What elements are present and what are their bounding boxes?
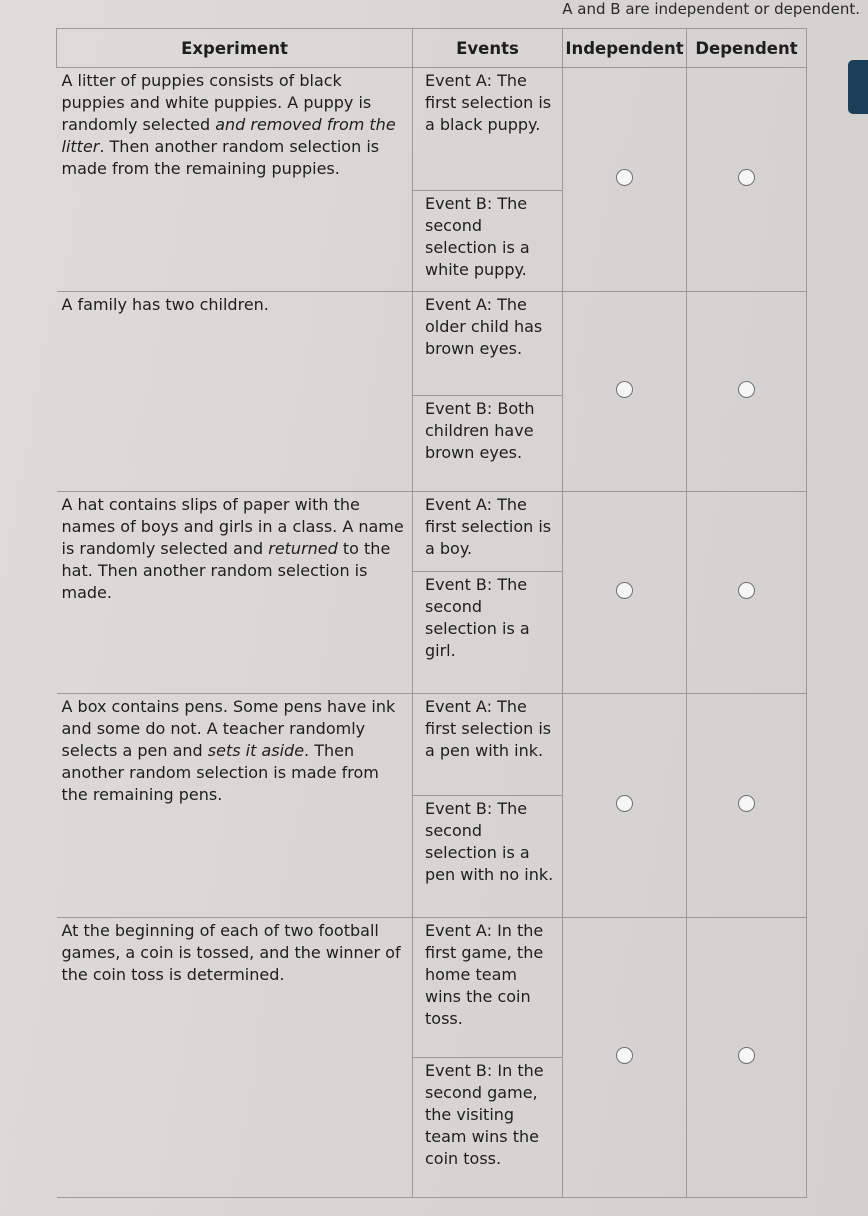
experiment-text: At the beginning of each of two football games, a coin is tossed, and the winner of the coin toss is determined.	[61, 921, 401, 984]
experiment-emphasis: from the litter	[61, 115, 396, 156]
independent-choice-cell[interactable]	[563, 292, 687, 492]
header-row	[57, 29, 807, 68]
dependent-choice-cell[interactable]	[687, 492, 807, 694]
experiment-cell	[57, 694, 413, 918]
table-row	[57, 68, 807, 191]
event-b-cell: Event B: The second selection is a girl.	[413, 572, 563, 694]
independent-radio[interactable]	[616, 381, 633, 398]
event-b-cell: Event B: Both children have brown eyes.	[413, 396, 563, 492]
experiment-emphasis: returned	[268, 539, 338, 558]
independent-radio[interactable]	[616, 795, 633, 812]
dependent-choice-cell[interactable]	[687, 292, 807, 492]
experiment-emphasis: and removed	[215, 115, 322, 134]
experiment-text: A box contains pens. Some pens have ink and some do not. A teacher randomly selects a pen and	[61, 697, 396, 760]
header-dependent: Dependent	[687, 29, 807, 68]
experiment-text: to the hat. Then another random selection is made.	[61, 539, 391, 602]
dependent-radio[interactable]	[738, 795, 755, 812]
header-events: Events	[413, 29, 563, 68]
table-row	[57, 694, 807, 796]
instruction-fragment: A and B are independent or dependent.	[562, 0, 860, 18]
event-a-cell: Event A: The first selection is a pen with ink.	[413, 694, 563, 796]
independent-radio[interactable]	[616, 582, 633, 599]
independent-choice-cell[interactable]	[563, 492, 687, 694]
experiment-cell	[57, 918, 413, 1198]
dependent-choice-cell[interactable]	[687, 68, 807, 292]
dependent-radio[interactable]	[738, 381, 755, 398]
independent-choice-cell[interactable]	[563, 918, 687, 1198]
experiment-text: A hat contains slips of paper with the names of boys and girls in a class. A name is randomly selected and	[61, 495, 404, 558]
event-a-cell: Event A: The older child has brown eyes.	[413, 292, 563, 396]
independent-radio[interactable]	[616, 1047, 633, 1064]
dependent-radio[interactable]	[738, 169, 755, 186]
event-a-cell: Event A: The first selection is a black puppy.	[413, 68, 563, 191]
classification-table	[56, 28, 807, 1198]
experiment-text: A litter of puppies consists of black puppies and white puppies. A puppy is randomly selected	[61, 71, 372, 134]
experiment-cell	[57, 292, 413, 492]
event-b-cell: Event B: The second selection is a pen with no ink.	[413, 796, 563, 918]
experiment-text: . Then another random selection is made from the remaining puppies.	[61, 137, 380, 178]
experiment-text: . Then another random selection is made from the remaining pens.	[61, 741, 379, 804]
event-b-cell: Event B: The second selection is a white puppy.	[413, 191, 563, 292]
independent-radio[interactable]	[616, 169, 633, 186]
independent-choice-cell[interactable]	[563, 68, 687, 292]
independent-choice-cell[interactable]	[563, 694, 687, 918]
dependent-radio[interactable]	[738, 582, 755, 599]
header-independent: Independent	[563, 29, 687, 68]
event-b-cell: Event B: In the second game, the visiting team wins the coin toss.	[413, 1058, 563, 1198]
table-row	[57, 918, 807, 1058]
event-a-cell: Event A: In the first game, the home team wins the coin toss.	[413, 918, 563, 1058]
event-a-cell: Event A: The first selection is a boy.	[413, 492, 563, 572]
side-panel-button[interactable]	[848, 60, 868, 114]
dependent-radio[interactable]	[738, 1047, 755, 1064]
experiment-cell	[57, 68, 413, 292]
dependent-choice-cell[interactable]	[687, 918, 807, 1198]
experiment-emphasis: sets it aside	[207, 741, 305, 760]
header-experiment: Experiment	[57, 29, 413, 68]
dependent-choice-cell[interactable]	[687, 694, 807, 918]
experiment-text: A family has two children.	[61, 295, 269, 314]
experiment-cell	[57, 492, 413, 694]
table-row	[57, 292, 807, 396]
table-row	[57, 492, 807, 572]
